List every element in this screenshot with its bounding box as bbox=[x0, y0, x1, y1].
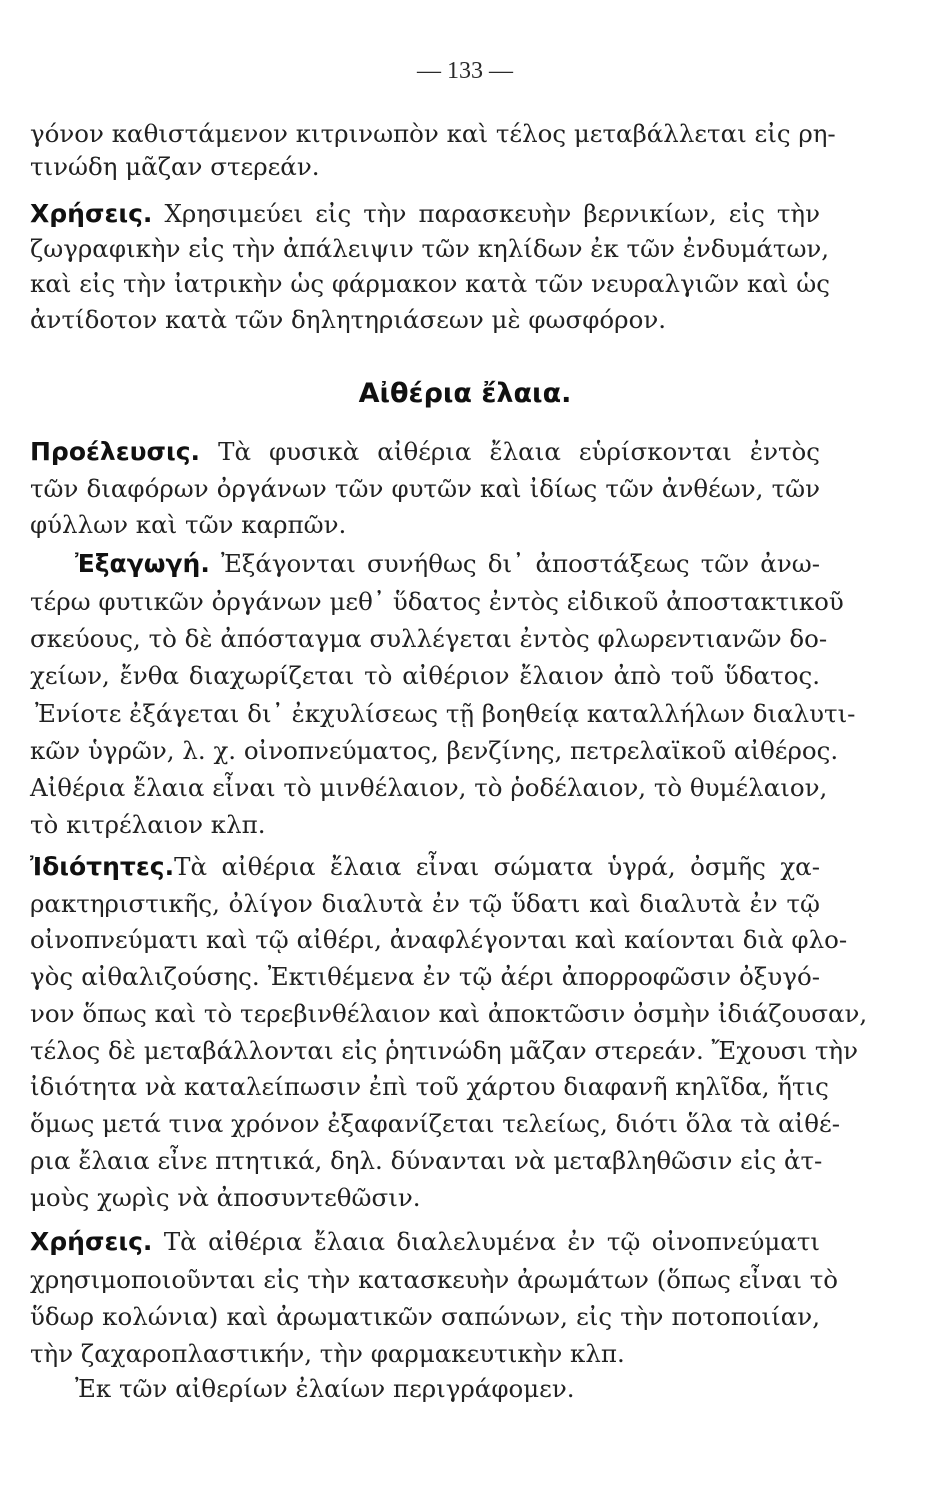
text-line bbox=[30, 509, 820, 541]
line-text: μοὺς χωρὶς νὰ ἀποσυντεθῶσιν. bbox=[30, 1183, 421, 1212]
text-line bbox=[75, 548, 820, 580]
text-line bbox=[30, 268, 830, 300]
line-text: καὶ εἰς τὴν ἰατρικὴν ὡς φάρμακον κατὰ τῶν νευραλγιῶν καὶ ὡς bbox=[30, 269, 830, 298]
line-text: γὸς αἰθαλιζούσης. Ἐκτιθέμενα ἐν τῷ ἀέρι ἀπορροφῶσιν ὀξυγό- bbox=[30, 962, 820, 991]
line-text: τινώδη μᾶζαν στερεάν. bbox=[30, 152, 320, 181]
paragraph-term: Χρήσεις. bbox=[30, 1227, 153, 1256]
text-line bbox=[30, 623, 828, 655]
text-line bbox=[35, 698, 856, 730]
line-text: Τὰ φυσικὰ αἰθέρια ἔλαια εὑρίσκονται ἐντὸς bbox=[200, 437, 820, 466]
text-line bbox=[30, 1226, 820, 1258]
line-text: ἰδιότητα νὰ καταλείπωσιν ἐπὶ τοῦ χάρτου διαφανῆ κηλῖδα, ἥτις bbox=[30, 1072, 829, 1101]
text-line bbox=[30, 851, 820, 883]
text-line bbox=[30, 233, 830, 265]
line-text: Ἐκ τῶν αἰθερίων ἐλαίων περιγράφομεν. bbox=[75, 1374, 575, 1403]
text-line bbox=[30, 772, 828, 804]
line-text: Χρησιμεύει εἰς τὴν παρασκευὴν βερνικίων, εἰς τὴν bbox=[152, 199, 820, 228]
line-text: κῶν ὑγρῶν, λ. χ. οἰνοπνεύματος, βενζίνης, πετρελαϊκοῦ αἰθέρος. bbox=[30, 736, 839, 765]
text-line bbox=[30, 809, 820, 841]
line-text: γόνον καθιστάμενον κιτρινωπὸν καὶ τέλος μεταβάλλεται εἰς ρη- bbox=[30, 119, 836, 148]
text-line bbox=[30, 1301, 820, 1333]
text-line bbox=[30, 436, 820, 468]
text-line bbox=[30, 473, 820, 505]
text-line bbox=[30, 1108, 840, 1140]
line-text: ὕδωρ κολώνια) καὶ ἀρωματικῶν σαπώνων, εἰς τὴν ποτοποιίαν, bbox=[30, 1302, 820, 1331]
text-line bbox=[30, 304, 820, 336]
paragraph-term: Χρήσεις. bbox=[30, 199, 153, 228]
page-number: — 133 — bbox=[417, 58, 513, 84]
line-text: Τὰ αἰθέρια ἔλαια διαλελυμένα ἐν τῷ οἰνοπνεύματι bbox=[152, 1227, 820, 1256]
section-title: Αἰθέρια ἔλαια. bbox=[358, 378, 572, 409]
line-text: ρακτηριστικῆς, ὀλίγον διαλυτὰ ἐν τῷ ὕδατι καὶ διαλυτὰ ἐν τῷ bbox=[30, 889, 820, 918]
line-text: οἰνοπνεύματι καὶ τῷ αἰθέρι, ἀναφλέγονται καὶ καίονται διὰ φλο- bbox=[30, 925, 848, 954]
line-text: τὸ κιτρέλαιον κλπ. bbox=[30, 810, 266, 839]
line-text: Ἐνίοτε ἐξάγεται δι᾽ ἐκχυλίσεως τῇ βοηθείᾳ καταλλήλων διαλυτι- bbox=[35, 699, 856, 728]
line-text: ὅμως μετά τινα χρόνον ἐξαφανίζεται τελείως, διότι ὅλα τὰ αἰθέ- bbox=[30, 1109, 840, 1138]
line-text: τὴν ζαχαροπλαστικήν, τὴν φαρμακευτικὴν κλπ. bbox=[30, 1339, 625, 1368]
text-line bbox=[30, 998, 868, 1030]
paragraph-term: Προέλευσις. bbox=[30, 437, 201, 466]
text-line bbox=[30, 586, 844, 618]
text-line bbox=[30, 1145, 823, 1177]
text-line bbox=[30, 1182, 820, 1214]
line-text: νον ὅπως καὶ τὸ τερεβινθέλαιον καὶ ἀποκτῶσιν ὀσμὴν ἰδιάζουσαν, bbox=[30, 999, 868, 1028]
line-text: τέρω φυτικῶν ὀργάνων μεθ᾽ ὕδατος ἐντὸς εἰδικοῦ ἀποστακτικοῦ bbox=[30, 587, 844, 616]
line-text: τέλος δὲ μεταβάλλονται εἰς ῥητινώδη μᾶζαν στερεάν. Ἔχουσι τὴν bbox=[30, 1036, 858, 1065]
text-line bbox=[30, 1338, 820, 1370]
line-text: ἀντίδοτον κατὰ τῶν δηλητηριάσεων μὲ φωσφόρον. bbox=[30, 305, 666, 334]
line-text: Αἰθέρια ἔλαια εἶναι τὸ μινθέλαιον, τὸ ῥοδέλαιον, τὸ θυμέλαιον, bbox=[30, 773, 828, 802]
text-line bbox=[30, 1264, 839, 1296]
text-line bbox=[30, 735, 839, 767]
text-line bbox=[30, 924, 848, 956]
text-line bbox=[30, 1035, 858, 1067]
line-text: ζωγραφικὴν εἰς τὴν ἀπάλειψιν τῶν κηλίδων ἐκ τῶν ἐνδυμάτων, bbox=[30, 234, 830, 263]
text-line bbox=[75, 1373, 865, 1405]
text-line bbox=[30, 151, 820, 183]
text-line bbox=[30, 660, 820, 692]
text-line bbox=[30, 1071, 829, 1103]
line-text: Τὰ αἰθέρια ἔλαια εἶναι σώματα ὑγρά, ὀσμῆς χα- bbox=[174, 852, 820, 881]
text-line bbox=[30, 198, 820, 230]
line-text: χρησιμοποιοῦνται εἰς τὴν κατασκευὴν ἀρωμάτων (ὅπως εἶναι τὸ bbox=[30, 1265, 839, 1294]
line-text: ρια ἔλαια εἶνε πτητικά, δηλ. δύνανται νὰ μεταβληθῶσιν εἰς ἀτ- bbox=[30, 1146, 823, 1175]
line-text: τῶν διαφόρων ὀργάνων τῶν φυτῶν καὶ ἰδίως τῶν ἀνθέων, τῶν bbox=[30, 474, 820, 503]
paragraph-term: Ἰδιότητες. bbox=[30, 852, 175, 881]
paragraph-term: Ἐξαγωγή. bbox=[75, 549, 210, 578]
text-line bbox=[30, 888, 820, 920]
text-line bbox=[30, 961, 820, 993]
line-text: σκεύους, τὸ δὲ ἀπόσταγμα συλλέγεται ἐντὸς φλωρεντιανῶν δο- bbox=[30, 624, 828, 653]
line-text: χείων, ἔνθα διαχωρίζεται τὸ αἰθέριον ἔλαιον ἀπὸ τοῦ ὕδατος. bbox=[30, 661, 820, 690]
line-text: Ἐξάγονται συνήθως δι᾽ ἀποστάξεως τῶν ἀνω- bbox=[209, 549, 820, 578]
text-line bbox=[30, 118, 836, 150]
line-text: φύλλων καὶ τῶν καρπῶν. bbox=[30, 510, 347, 539]
